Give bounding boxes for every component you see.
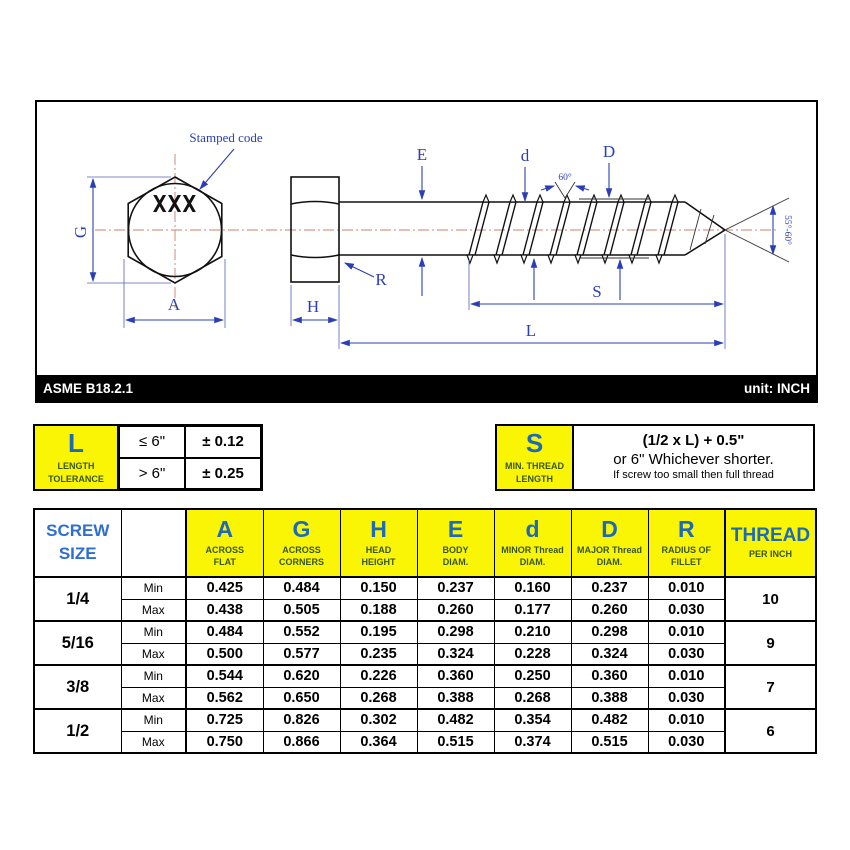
value-cell: 0.482 [571, 709, 648, 731]
min-label: Min [121, 577, 186, 599]
thread-flight [583, 202, 597, 255]
value-cell: 0.235 [340, 643, 417, 665]
value-cell: 0.324 [417, 643, 494, 665]
col-header-d-major [571, 509, 648, 577]
length-tolerance-title-line1: LENGTH [57, 461, 95, 472]
dim-label-d-major: D [602, 142, 616, 161]
thread-angle-v-left [555, 182, 565, 198]
col-subtitle: ACROSS CORNERS [278, 544, 324, 567]
tip-angle-line-top [725, 198, 789, 230]
screw-size-header [34, 509, 121, 577]
thread-per-inch-cell: 10 [725, 577, 816, 621]
thread-flight [523, 202, 537, 255]
value-cell: 0.354 [494, 709, 571, 731]
max-label: Max [121, 643, 186, 665]
tolerance-condition: > 6" [119, 458, 185, 490]
min-thread-note: If screw too small then full thread [613, 469, 774, 482]
max-label: Max [121, 687, 186, 709]
table-row [34, 643, 816, 665]
value-cell: 0.260 [571, 599, 648, 621]
col-symbol: R [677, 515, 695, 542]
value-cell: 0.302 [340, 709, 417, 731]
value-cell: 0.228 [494, 643, 571, 665]
min-max-header-empty [121, 509, 186, 577]
thread-flight [637, 202, 651, 255]
thread-flight [591, 195, 597, 202]
thread-flight [602, 255, 608, 263]
max-label: Max [121, 731, 186, 753]
value-cell: 0.438 [186, 599, 263, 621]
value-cell: 0.030 [648, 731, 725, 753]
value-cell: 0.544 [186, 665, 263, 687]
screw-size-header-line2: SIZE [58, 544, 97, 563]
value-cell: 0.482 [417, 709, 494, 731]
value-cell: 0.150 [340, 577, 417, 599]
thread-flight [645, 195, 651, 202]
thread-flight [550, 202, 564, 255]
col-symbol: H [370, 515, 387, 542]
value-cell: 0.750 [186, 731, 263, 753]
value-cell: 0.268 [494, 687, 571, 709]
value-cell: 0.237 [571, 577, 648, 599]
col-subtitle: MAJOR Thread DIAM. [576, 544, 642, 567]
thread-flight [496, 202, 510, 255]
col-subtitle: MINOR Thread DIAM. [501, 544, 564, 567]
thread-flight [494, 255, 500, 263]
value-cell: 0.010 [648, 709, 725, 731]
spec-table [33, 508, 817, 754]
tip-cone-top [685, 202, 725, 230]
value-cell: 0.484 [263, 577, 340, 599]
header-row [34, 509, 816, 577]
value-cell: 0.552 [263, 621, 340, 643]
spec-table-wrap [33, 508, 817, 754]
thread-header-symbol: THREAD [730, 524, 811, 546]
head-facet-top [291, 202, 339, 205]
min-thread-symbol-cell [497, 426, 574, 489]
col-header-e [417, 509, 494, 577]
min-thread-rule [574, 426, 813, 489]
dim-label-h: H [306, 297, 320, 316]
tolerance-condition: ≤ 6" [119, 426, 185, 458]
thread-angle-label: 60° [558, 173, 572, 183]
value-cell: 0.010 [648, 665, 725, 687]
size-cell: 5/16 [34, 621, 121, 665]
thread-flight [564, 195, 570, 202]
value-cell: 0.515 [571, 731, 648, 753]
col-header-g [263, 509, 340, 577]
value-cell: 0.515 [417, 731, 494, 753]
thread-flight [529, 202, 543, 255]
min-thread-title-line2: LENGTH [516, 473, 553, 484]
value-cell: 0.226 [340, 665, 417, 687]
thread-flight [537, 195, 543, 202]
table-row [34, 577, 816, 599]
col-subtitle: BODY DIAM. [442, 544, 469, 567]
min-label: Min [121, 665, 186, 687]
thread-per-inch-cell: 6 [725, 709, 816, 753]
thread-per-inch-cell: 9 [725, 621, 816, 665]
dim-label-l: L [525, 321, 537, 340]
col-subtitle: HEAD HEIGHT [361, 544, 396, 567]
thread-angle-arrow-right [576, 186, 589, 190]
drawing-title-bar [37, 375, 816, 401]
tip-angle-line-bottom [725, 230, 789, 262]
length-tolerance-values [119, 426, 261, 489]
value-cell: 0.650 [263, 687, 340, 709]
length-tolerance-box [33, 424, 263, 491]
tip-angle-label: 55°-60° [782, 215, 792, 245]
value-cell: 0.620 [263, 665, 340, 687]
standard-label: ASME B18.2.1 [43, 380, 134, 396]
value-cell: 0.195 [340, 621, 417, 643]
value-cell: 0.010 [648, 577, 725, 599]
value-cell: 0.388 [571, 687, 648, 709]
dim-label-s: S [592, 282, 602, 301]
thread-flight [672, 195, 678, 202]
value-cell: 0.577 [263, 643, 340, 665]
table-row [34, 687, 816, 709]
table-row [34, 665, 816, 687]
thread-flight [469, 202, 483, 255]
thread-flight [548, 255, 554, 263]
col-header-r [648, 509, 725, 577]
value-cell: 0.160 [494, 577, 571, 599]
thread-per-inch-cell: 7 [725, 665, 816, 709]
col-symbol: D [601, 515, 618, 542]
table-row [34, 599, 816, 621]
thread-angle-arrow-left [541, 186, 554, 190]
col-header-h [340, 509, 417, 577]
col-symbol: E [447, 515, 464, 542]
size-cell: 1/4 [34, 577, 121, 621]
thread-flight [510, 195, 516, 202]
value-cell: 0.505 [263, 599, 340, 621]
value-cell: 0.484 [186, 621, 263, 643]
thread-flight [629, 255, 635, 263]
cone-flight-1 [690, 209, 701, 250]
min-thread-alternative: or 6" Whichever shorter. [613, 450, 774, 468]
min-thread-title [505, 460, 564, 484]
col-header-a [186, 509, 263, 577]
value-cell: 0.360 [571, 665, 648, 687]
value-cell: 0.562 [186, 687, 263, 709]
thread-flight [618, 195, 624, 202]
thread-flight [631, 202, 645, 255]
size-cell: 3/8 [34, 665, 121, 709]
thread-flight [467, 255, 473, 263]
dim-label-a: A [167, 295, 181, 314]
tolerance-value: ± 0.12 [185, 426, 261, 458]
col-subtitle: RADIUS OF FILLET [661, 544, 711, 567]
value-cell: 0.210 [494, 621, 571, 643]
table-row [34, 731, 816, 753]
thread-flights [467, 195, 678, 263]
length-tolerance-title-line2: TOLERANCE [48, 473, 104, 484]
thread-angle-v-right [565, 182, 575, 198]
value-cell: 0.250 [494, 665, 571, 687]
thread-flight [502, 202, 516, 255]
min-thread-formula: (1/2 x L) + 0.5" [642, 431, 745, 449]
symbol-s: S [525, 428, 544, 459]
value-cell: 0.268 [340, 687, 417, 709]
thread-flight [556, 202, 570, 255]
thread-flight [604, 202, 618, 255]
r-leader [345, 263, 374, 277]
value-cell: 0.826 [263, 709, 340, 731]
col-symbol: d [525, 515, 540, 542]
thread-flight [483, 195, 489, 202]
thread-flight [656, 255, 662, 263]
value-cell: 0.374 [494, 731, 571, 753]
col-header-thread [725, 509, 816, 577]
thread-flight [610, 202, 624, 255]
spec-table-body [34, 577, 816, 753]
dim-label-g: G [71, 225, 90, 239]
col-header-d-minor [494, 509, 571, 577]
value-cell: 0.030 [648, 687, 725, 709]
thread-flight [475, 202, 489, 255]
value-cell: 0.360 [417, 665, 494, 687]
value-cell: 0.030 [648, 599, 725, 621]
thread-flight [664, 202, 678, 255]
screw-size-header-line1: SCREW [46, 521, 110, 541]
value-cell: 0.425 [186, 577, 263, 599]
screw-technical-drawing [37, 102, 816, 375]
table-row [34, 709, 816, 731]
head-side-outline [291, 177, 339, 282]
dim-label-e: E [416, 145, 428, 164]
value-cell: 0.298 [571, 621, 648, 643]
thread-header-subtitle: PER INCH [748, 548, 792, 559]
value-cell: 0.260 [417, 599, 494, 621]
col-symbol: G [292, 515, 311, 542]
tolerance-value: ± 0.25 [185, 458, 261, 490]
thread-flight [658, 202, 672, 255]
head-facet-bottom [291, 255, 339, 258]
max-label: Max [121, 599, 186, 621]
dim-label-d-minor: d [520, 146, 530, 165]
min-label: Min [121, 621, 186, 643]
value-cell: 0.237 [417, 577, 494, 599]
thread-flight [521, 255, 527, 263]
stamp-marks: XXX [152, 192, 198, 218]
thread-flight [575, 255, 581, 263]
value-cell: 0.364 [340, 731, 417, 753]
length-tolerance-title [48, 460, 104, 484]
value-cell: 0.324 [571, 643, 648, 665]
value-cell: 0.298 [417, 621, 494, 643]
value-cell: 0.500 [186, 643, 263, 665]
drawing-panel [35, 100, 818, 403]
value-cell: 0.725 [186, 709, 263, 731]
value-cell: 0.030 [648, 643, 725, 665]
thread-flight [577, 202, 591, 255]
col-symbol: A [216, 515, 234, 542]
length-tolerance-symbol-cell [35, 426, 119, 489]
min-thread-title-line1: MIN. THREAD [505, 461, 564, 472]
col-subtitle: ACROSS FLAT [205, 544, 244, 567]
symbol-l: L [68, 428, 84, 459]
value-cell: 0.388 [417, 687, 494, 709]
size-cell: 1/2 [34, 709, 121, 753]
dim-label-r: R [375, 270, 387, 289]
value-cell: 0.866 [263, 731, 340, 753]
value-cell: 0.177 [494, 599, 571, 621]
table-row [34, 621, 816, 643]
stamped-code-label: Stamped code [189, 130, 263, 145]
value-cell: 0.010 [648, 621, 725, 643]
min-label: Min [121, 709, 186, 731]
value-cell: 0.188 [340, 599, 417, 621]
stamped-code-leader [200, 149, 234, 189]
min-thread-length-box [495, 424, 815, 491]
unit-label: unit: INCH [744, 380, 810, 396]
